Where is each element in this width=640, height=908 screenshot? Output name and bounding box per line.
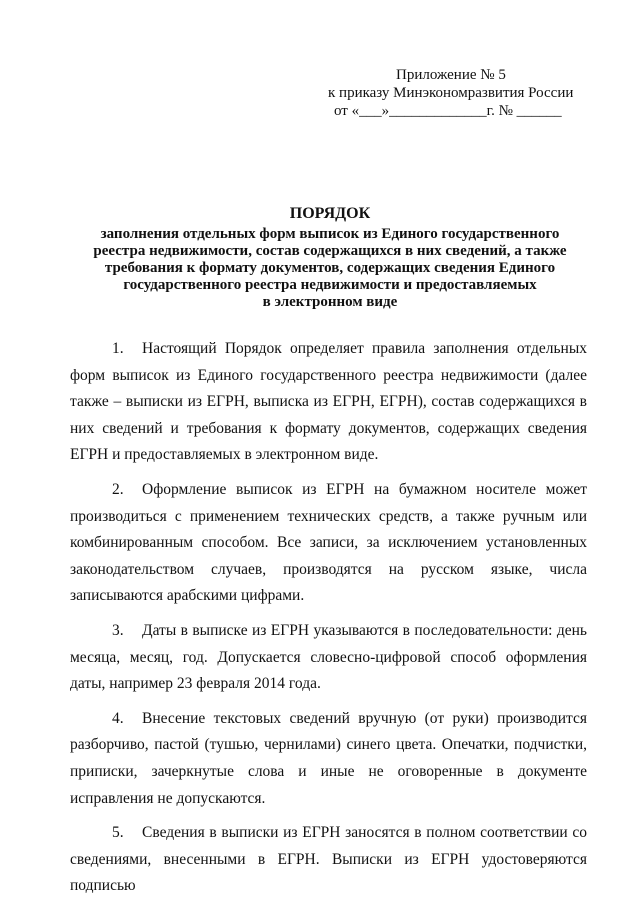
paragraph-text: Даты в выписке из ЕГРН указываются в последовательности: день месяца, месяц, год. Допускается словесно-цифровой способ оформления даты, например 23 февраля 2014 года. (70, 621, 587, 693)
paragraph-text: Внесение текстовых сведений вручную (от руки) производится разборчиво, пастой (тушью, чернилами) синего цвета. Опечатки, подчистки, приписки, зачеркнутые слова и иные не оговоренные в документе исправления не допускаются. (70, 709, 587, 807)
paragraph-number: 3. (112, 621, 124, 639)
subtitle-line: в электронном виде (262, 294, 398, 310)
document-body (70, 336, 587, 908)
paragraph-number: 2. (112, 480, 124, 498)
paragraph-2 (70, 477, 587, 610)
subtitle-line: реестра недвижимости, состав содержащихся в них сведений, а также (93, 243, 567, 259)
paragraph-text: Оформление выписок из ЕГРН на бумажном носителе может производиться с применением технических средств, а также ручным или комбинированным способом. Все записи, за исключением установленных законодательством случаев, производятся на русском языке, числа записываются арабскими цифрами. (70, 480, 587, 605)
paragraph-number: 5. (112, 824, 124, 842)
appendix-date-number: от «___»_____________г. № ______ (334, 103, 562, 119)
paragraph-text: Настоящий Порядок определяет правила заполнения отдельных форм выписок из Единого государственного реестра недвижимости (далее также – выписки из ЕГРН, выписка из ЕГРН, ЕГРН), состав содержащихся в них сведений и требования к формату документов, содержащих сведения ЕГРН и предоставляемых в электронном виде. (70, 340, 587, 464)
paragraph-1 (70, 336, 587, 469)
paragraph-number: 4. (112, 709, 124, 727)
paragraph-text: Сведения в выписки из ЕГРН заносятся в полном соответствии со сведениями, внесенными в ЕГРН. Выписки из ЕГРН удостоверяются подписью (70, 824, 587, 895)
paragraph-4 (70, 706, 587, 812)
paragraph-3 (70, 618, 587, 698)
document-title (70, 205, 590, 311)
subtitle-line: требования к формату документов, содержащих сведения Единого (104, 260, 556, 276)
title-main: ПОРЯДОК (289, 205, 371, 222)
paragraph-5 (70, 820, 587, 900)
title-subtitle (70, 226, 590, 311)
paragraph-number: 1. (112, 340, 124, 357)
appendix-header (318, 66, 618, 120)
appendix-number: Приложение № 5 (396, 67, 506, 83)
subtitle-line: государственного реестра недвижимости и предоставляемых (123, 277, 537, 293)
subtitle-line: заполнения отдельных форм выписок из Единого государственного (100, 226, 560, 242)
appendix-order-reference: к приказу Минэкономразвития России (328, 85, 574, 101)
